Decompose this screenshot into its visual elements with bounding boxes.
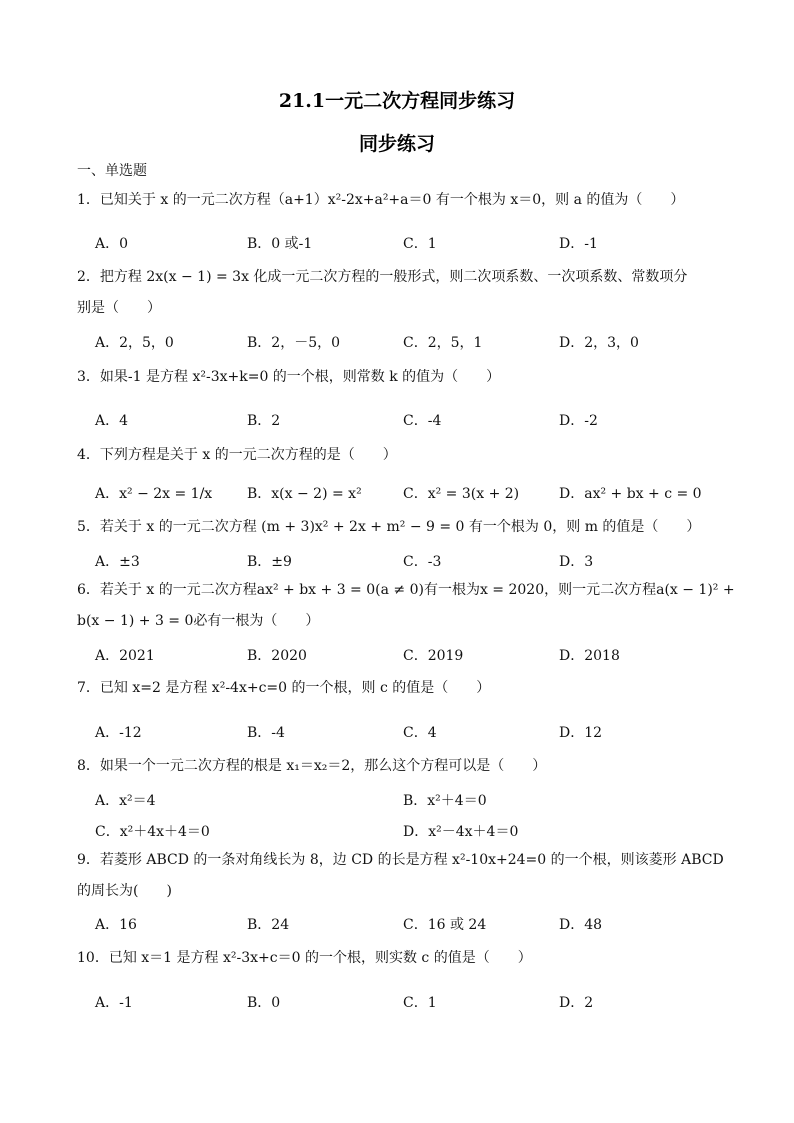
- option-d[interactable]: D．2，3，0: [559, 335, 639, 351]
- question-text: 已知 x＝1 是方程 x²-3x+c＝0 的一个根，则实数 c 的值是（ ）: [108, 950, 532, 966]
- question-7-stem: [77, 673, 717, 704]
- question-6-stem: [77, 575, 735, 606]
- option-a[interactable]: A．-1: [95, 995, 133, 1011]
- option-d[interactable]: D．-1: [559, 236, 598, 252]
- option-b[interactable]: B．-4: [247, 725, 285, 741]
- option-a[interactable]: A．16: [95, 917, 137, 933]
- option-a[interactable]: A．2021: [95, 648, 155, 664]
- option-c[interactable]: C．-3: [403, 554, 442, 570]
- question-text: 若关于 x 的一元二次方程ax² + bx + 3 = 0(a ≠ 0)有一根为x = 2020，则一元二次方程a(x − 1)² +: [99, 582, 735, 598]
- question-6-stem-cont: b(x − 1) + 3 = 0必有一根为（ ）: [77, 613, 320, 629]
- option-b[interactable]: B．x(x − 2) = x²: [247, 486, 362, 502]
- question-9-stem-cont: 的周长为( ): [77, 883, 172, 899]
- question-number: 1．: [77, 192, 100, 208]
- option-c[interactable]: C．16 或 24: [403, 917, 487, 933]
- option-b[interactable]: B．2，－5，0: [247, 335, 341, 351]
- option-d[interactable]: D．12: [559, 725, 603, 741]
- question-1-options: [95, 233, 715, 253]
- question-text: 如果-1 是方程 x²-3x+k=0 的一个根，则常数 k 的值为（ ）: [99, 369, 501, 385]
- question-4-options: [95, 483, 715, 503]
- option-c[interactable]: C．4: [403, 725, 437, 741]
- option-a[interactable]: A．x²＝4: [95, 793, 156, 809]
- option-a[interactable]: A．2，5，0: [95, 335, 174, 351]
- option-b[interactable]: B．24: [247, 917, 290, 933]
- question-10-options: [95, 992, 715, 1012]
- question-8-stem: [77, 751, 717, 782]
- question-5-options: [95, 551, 715, 571]
- question-5-stem: [77, 512, 717, 543]
- question-2-options: [95, 332, 715, 352]
- question-8-options-row2: [95, 821, 715, 841]
- question-number: 7．: [77, 680, 100, 696]
- question-text: 若菱形 ABCD 的一条对角线长为 8，边 CD 的长是方程 x²-10x+24=0 的一个根，则该菱形 ABCD: [99, 852, 724, 868]
- option-a[interactable]: A．±3: [95, 554, 140, 570]
- option-c[interactable]: C．x²＋4x＋4＝0: [95, 824, 210, 840]
- question-number: 2．: [77, 269, 100, 285]
- option-d[interactable]: D．-2: [559, 413, 598, 429]
- question-1-stem: [77, 185, 717, 216]
- option-c[interactable]: C．-4: [403, 413, 442, 429]
- question-9-stem: [77, 845, 724, 876]
- option-b[interactable]: B．±9: [247, 554, 292, 570]
- question-9-options: [95, 914, 715, 934]
- option-d[interactable]: D．2018: [559, 648, 620, 664]
- worksheet-title: 21.1一元二次方程同步练习: [278, 90, 516, 112]
- option-d[interactable]: D．x²－4x＋4＝0: [403, 824, 519, 840]
- question-6-options: [95, 645, 715, 665]
- option-d[interactable]: D．3: [559, 554, 594, 570]
- question-number: 3．: [77, 369, 100, 385]
- option-b[interactable]: B．2: [247, 413, 281, 429]
- question-10-stem: [77, 943, 717, 974]
- question-number: 9．: [77, 852, 100, 868]
- option-d[interactable]: D．ax² + bx + c = 0: [559, 486, 702, 502]
- option-b[interactable]: B．2020: [247, 648, 307, 664]
- question-7-options: [95, 722, 715, 742]
- question-text: 把方程 2x(x − 1) = 3x 化成一元二次方程的一般形式，则二次项系数、一次项系数、常数项分: [99, 269, 688, 285]
- worksheet-subtitle: 同步练习: [358, 133, 435, 155]
- option-a[interactable]: A．-12: [95, 725, 142, 741]
- question-text: 如果一个一元二次方程的根是 x₁＝x₂＝2，那么这个方程可以是（ ）: [99, 758, 547, 774]
- question-number: 8．: [77, 758, 100, 774]
- section-heading: 一、单选题: [77, 163, 147, 179]
- option-d[interactable]: D．2: [559, 995, 594, 1011]
- option-a[interactable]: A．4: [95, 413, 129, 429]
- option-b[interactable]: B．0: [247, 995, 281, 1011]
- option-a[interactable]: A．x² − 2x = 1/x: [95, 486, 213, 502]
- option-b[interactable]: B．x²＋4＝0: [403, 793, 487, 809]
- question-number: 6．: [77, 582, 100, 598]
- question-8-options-row1: [95, 790, 715, 810]
- question-3-options: [95, 410, 715, 430]
- option-c[interactable]: C．1: [403, 995, 437, 1011]
- question-text: 已知关于 x 的一元二次方程（a+1）x²-2x+a²+a＝0 有一个根为 x＝0，则 a 的值为（ ）: [99, 192, 685, 208]
- option-d[interactable]: D．48: [559, 917, 603, 933]
- question-text: 已知 x=2 是方程 x²-4x+c=0 的一个根，则 c 的值是（ ）: [99, 680, 491, 696]
- option-c[interactable]: C．2，5，1: [403, 335, 483, 351]
- option-c[interactable]: C．1: [403, 236, 437, 252]
- question-number: 10．: [77, 950, 109, 966]
- question-text: 若关于 x 的一元二次方程 (m + 3)x² + 2x + m² − 9 = 0 有一个根为 0，则 m 的值是（ ）: [99, 519, 701, 535]
- question-number: 4．: [77, 447, 100, 463]
- question-text: 下列方程是关于 x 的一元二次方程的是（ ）: [99, 447, 397, 463]
- option-c[interactable]: C．x² = 3(x + 2): [403, 486, 520, 502]
- option-b[interactable]: B．0 或-1: [247, 236, 313, 252]
- option-a[interactable]: A．0: [95, 236, 129, 252]
- option-c[interactable]: C．2019: [403, 648, 464, 664]
- question-3-stem: [77, 362, 717, 393]
- question-number: 5．: [77, 519, 100, 535]
- question-4-stem: [77, 440, 717, 471]
- question-2-stem-cont: 别是（ ）: [77, 300, 161, 316]
- question-2-stem: [77, 262, 717, 293]
